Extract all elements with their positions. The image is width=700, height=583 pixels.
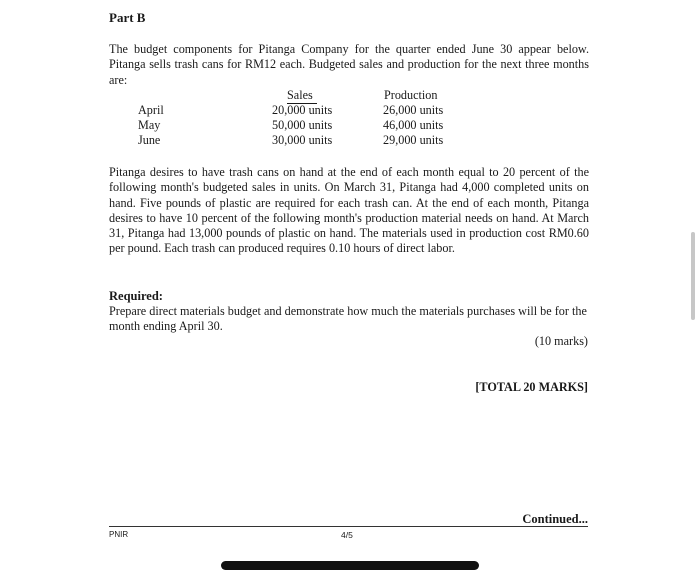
total-marks-label: [TOTAL 20 MARKS] — [475, 380, 588, 394]
production-cell: 26,000 units — [383, 103, 444, 117]
required-title: Required: — [109, 289, 163, 303]
production-column-header: Production — [384, 88, 438, 102]
body-paragraph: Pitanga desires to have trash cans on hand at the end of each month equal to 20 percent of the following month's budgeted sales in units. On March 31, Pitanga had 4,000 completed units on hand. Five pounds of plastic are required for each trash can. At the end of each month, Pitanga desires to have 10 percent of the following month's production material needs on hand. At March 31, Pitanga had 13,000 pounds of plastic on hand. The materials used in production cost RM0.60 per pound. Each trash can produced requires 0.10 hours of direct labor. — [109, 165, 589, 256]
sales-cell: 20,000 units — [272, 103, 333, 117]
intro-paragraph: The budget components for Pitanga Company for the quarter ended June 30 appear below. Pitanga sells trash cans for RM12 each. Budgeted sales and production for the next three months are: — [109, 42, 589, 87]
home-indicator[interactable] — [221, 561, 479, 570]
sales-column-header: Sales — [287, 88, 317, 104]
sales-cell: 50,000 units — [272, 118, 333, 132]
production-cell: 46,000 units — [383, 118, 444, 132]
continued-label: Continued... — [522, 512, 588, 526]
month-label: April — [138, 103, 164, 117]
footer-divider — [109, 526, 588, 527]
production-cell: 29,000 units — [383, 133, 444, 147]
month-label: June — [138, 133, 161, 147]
marks-label: (10 marks) — [534, 334, 588, 348]
month-label: May — [138, 118, 161, 132]
sales-cell: 30,000 units — [272, 133, 333, 147]
required-text: Prepare direct materials budget and demonstrate how much the materials purchases will be for the month ending April 30. — [109, 304, 587, 334]
page-number: 4/5 — [341, 530, 353, 540]
scrollbar[interactable] — [691, 232, 695, 320]
section-heading: Part B — [109, 10, 146, 25]
footer-code: PNIR — [109, 530, 129, 539]
